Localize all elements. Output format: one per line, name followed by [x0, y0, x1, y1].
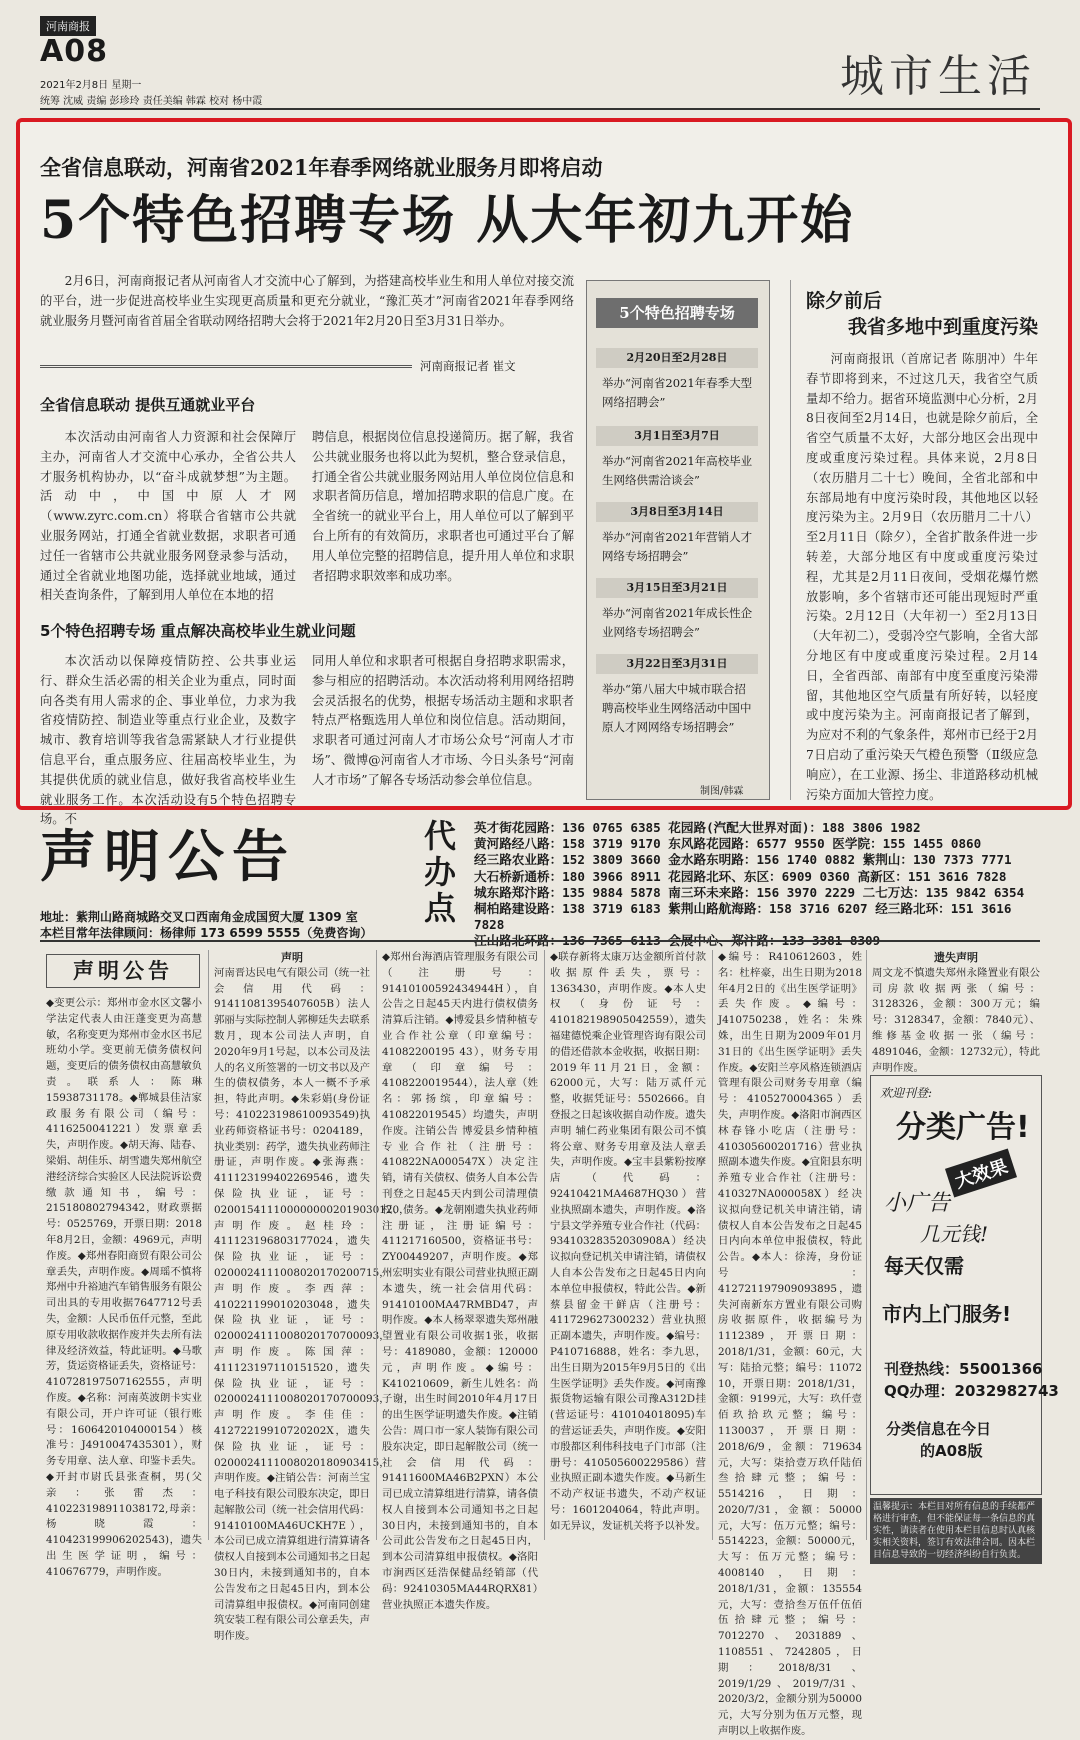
- notice-column-3: ◆郑州台海酒店管理服务有限公司（注册号：91410100592434944H），自公告之日起45天内进行债权债务清算后注销。◆博爱县乡情种植专业合作社公章（印章编号：41082200195 43），财务专用章（印章编号：4108220019544），法人章（姓名：郭扬缤，印章编号：410822019545）均遗失，声明作废。注销公告 博爱县乡情种植专业合作社（注册号：410822NA000547X）决定注销，请有关债权、债务人自本公告刊登之日起45天内到公司清理债权、债务。◆龙朝刚遗失执业药师注册证，注册证编号：411217160500，资格证书号：ZY00449207，声明作废。◆郑州宏明实业有限公司营业执照正副本遗失，统一社会信用代码：91410100MA47RMBD47，声明作废。◆本人杨翠翠遗失郑州融望置业有限公司收据1张，收据号：4189080，金额：120000元，声明作废。◆编号：K410210609，新生儿姓名：尚子谢，出生时间2010年4月17日的出生医学证明遗失作废。◆注销公告：周口市一家人装饰有限公司股东决定，即日起解散公司（统一社会信用代码：91411600MA46B2PXN）本公司已成立清算组进行清算，请各债权人自接到本公司通知书之日起30日内，未接到通知书的，自本公司此公告发布之日起45日内，到本公司清算组申报债权。◆洛阳市涧西区廷浩保健品经销部（代码：92410305MA44RQRX81）营业执照正本遗失作废。: [382, 951, 538, 1611]
- graphic-credit: 制图/韩霖: [700, 786, 744, 797]
- notice-banner-title: 声明公告: [40, 825, 296, 890]
- agency-row: 江山路北环路：136 7365 6113 会展中心、郑汴路：133 3381 8309: [474, 933, 881, 949]
- notice-column-5: ◆编号：R410612603，姓名：杜梓豪，出生日期为2018年4月2日的《出生医学证明》丢失作废。◆编号：J410750238，姓名：朱殊姝，出生日期为2009年01月31日的《出生医学证明》丢失作废。◆安阳兰亭风格连锁酒店管理有限公司财务专用章（编号：4105270004365）丢失，声明作废。◆洛阳市涧西区林春锋小吃店（注册号：410305600201716）营业执照副本遗失作废。◆宜阳县东明养殖专业合作社（注册号：410327NA000058X）经决议拟向登记机关申请注销，请债权人自本公告发布之日起45日内向本单位申报债权，特此公告。◆本人：徐涛，身份证号：412721197909093895，遗失河南新东方置业有限公司购房收据原件，收据编号为1112389，开票日期：2018/1/31，金额：60元，大写：陆拾元整；编号：11072 10，开票日期：2018/1/31，金额：9199元，大写：玖仟壹佰玖拾玖元整；编号：1130037，开票日期：2018/6/9，金额：719634元，大写：柒拾壹万玖仟陆佰叁拾肆元整；编号：5514216，日期：2020/7/31，金额：50000元，大写：伍万元整；编号：5514223，金额：50000元，大写：伍万元整；编号：4008140，日期：2018/1/31，金额：135554元，大写：壹拾叁万伍仟伍佰伍拾肆元整；编号：7012270、2031889、1108551、7242805，日期：2018/8/31、2019/1/29、2019/7/31、2020/3/2，金额分别为50000元，大写分别为伍万元整，现声明以上收据作废。: [718, 951, 862, 1738]
- classified-welcome: 欢迎刊登:: [880, 1086, 933, 1100]
- agency-label: 代办点: [424, 817, 457, 927]
- classified-small-ad: 小广告: [884, 1191, 951, 1216]
- session-description: 举办“河南省2021年营销人才网络专场招聘会”: [602, 530, 753, 563]
- section1-heading: 全省信息联动 提供互通就业平台: [40, 396, 256, 414]
- issue-date: 2021年2月8日 星期一: [40, 80, 142, 91]
- session-date-range: 3月8日至3月14日: [596, 502, 758, 522]
- column-divider: [208, 950, 209, 1540]
- notice-column-6: [872, 950, 1040, 1074]
- agency-row: 经三路农业路：152 3809 3660 金水路东明路：156 1740 0882 紫荆山：130 7373 7771: [474, 852, 1012, 868]
- session-date-range: 3月1日至3月7日: [596, 426, 758, 446]
- agency-row: 城东路郑汴路：135 9884 5878 南三环未来路：156 3970 2229 二七万达：135 9842 6354: [474, 884, 1025, 900]
- big-effect-badge: 大效果: [945, 1149, 1017, 1198]
- section1-column2: 聘信息，根据岗位信息投递简历。据了解，我省公共就业服务也将以此为契机，整合登录信息，打通全省公共就业服务网站用人单位岗位信息和求职者简历信息，增加招聘求职的信息广度。在全省统一的就业平台上，用人单位可以了解到平台上所有的有效简历，求职者也可通过平台了解用人单位完整的招聘信息，提升用人单位和求职者招聘求职效率和成功率。: [312, 430, 574, 583]
- column-divider: [376, 950, 377, 1540]
- session-date-range: 3月22日至3月31日: [596, 654, 758, 674]
- classified-info-line1: 分类信息在今日: [886, 1420, 992, 1438]
- pollution-article-body: 河南商报讯（首席记者 陈朋冲）牛年春节即将到来，不过这几天，我省空气质量却不给力。据省环境监测中心分析，2月8日夜间至2月14日，也就是除夕前后，全省空气质量不太好，大部分地区会出现中度或重度污染过程。具体来说，2月8日（农历腊月二十七）晚间，全省北部和中东部局地有中度污染时段，其他地区以轻度污染为主。2月9日（农历腊月二十八）至2月11日（除夕），全省扩散条件进一步转差，大部分地区有中度或重度污染过程，尤其是2月11日夜间，受烟花爆竹燃放影响，多个省辖市还可能出现短时严重污染。2月12日（大年初一）至2月13日（大年初二），受弱冷空气影响，全省大部分地区有中度或重度污染过程。2月14日，全省西部、南部有中度至重度污染滞留，其他地区空气质量有所好转，以轻度或中度污染为主。河南商报记者了解到，为应对不利的气象条件，郑州市已经于2月7日启动了重污染天气橙色预警（Ⅱ级应急响应），在工业源、扬尘、非道路移动机械污染方面加大管控力度。: [806, 352, 1038, 802]
- classified-title: 分类广告!: [896, 1110, 1030, 1145]
- agency-row: 黄河路经八路：158 3719 9170 东风路花园路：6577 9550 医学院：155 1455 0860: [474, 836, 982, 852]
- column-divider: [790, 280, 791, 800]
- article-kicker: 全省信息联动，河南省2021年春季网络就业服务月即将启动: [40, 155, 603, 180]
- classified-disclaimer: 温馨提示：本栏目对所有信息的手续都严格进行审查，但不能保证每一条信息的真实性，请读者在使用本栏目信息时认真核实相关资料，签订有效法律合同。因本栏目信息导致的一切经济纠纷自行负责。: [870, 1498, 1042, 1564]
- notice-text: 河南晋达民电气有限公司（统一社会信用代码：91411081395407605B）法人郭丽与实际控制人郭柳廷失去联系数月，现本公司法人声明，自2020年9月1号起，以本公司及法人的名义所签署的一切文书以及产生的债权债务，本人一概不予承担，特此声明。◆朱彩娟(身份证号：410223198610093549)执业药师资格证书号：0204189，执业类别：药学，遗失执业药师注册证，声明作废。◆张海燕：411123199402269546，遗失保险执业证，证号：0200154111000000002019030120，声明作废。赵桂玲：411123196803177024，遗失保险执业证，证号：0200024111008020170200715，声明作废。李西萍：410221199010203048，遗失保险执业证，证号：0200024111008020170700093，声明作废。陈国萍：411123197110151520，遗失保险执业证，证号：0200024111008020170700093，声明作废。李佳佳：41272219910720202X，遗失保险执业证，证号：0200024111008020180903415，声明作废。◆注销公告：河南兰宝电子科技有限公司股东决定，即日起解散公司（统一社会信用代码：91410100MA46UCKH7E），本公司已成立清算组进行清算请各债权人自接到本公司通知书之日起30日内，未接到通知书的，自本公告发布之日起45日内，到本公司清算组申报债权。◆河南同创建筑安装工程有限公司公章丢失，声明作废。: [214, 966, 410, 1643]
- article-headline: 5个特色招聘专场 从大年初九开始: [40, 190, 855, 251]
- agency-row: 英才街花园路：136 0765 6385 花园路(汽配大世界对面)：188 3806 1982: [474, 820, 921, 835]
- agency-list: [474, 820, 1040, 950]
- article-byline: 河南商报记者 崔文: [420, 359, 516, 373]
- session-description: 举办“第八届大中城市联合招聘高校毕业生网络活动中国中原人才网网络专场招聘会”: [602, 682, 752, 734]
- sidebar-title: 5个特色招聘专场: [596, 298, 758, 328]
- masthead-divider: [40, 108, 1040, 110]
- notice-column-1: ◆变更公示：郑州市金水区文馨小学法定代表人由汪蓬变更为高慧敏，名称变更为郑州市金水区书尼班幼小学。变更前无债务债权问题，变更后的债务债权由高慧敏负责。联系人：陈琳 15938731178。◆郸城县佳洁家政服务有限公司（编号：4116250041221）发票章丢失，声明作废。◆胡天海、陆春、梁娟、胡佳乐、胡雪遗失郑州航空港经济综合实验区人民法院诉讼费缴款通知书，编号：215180802794342，财政票据号：0525769，开票日期：2018年8月2日，金额：4969元，声明作废。◆郑州春阳商贸有限公司公章丢失，声明作废。◆周瑶不慎将郑州中升裕迪汽车销售服务有限公司出具的专用收据7647712号丢失，金额：人民币伍仟元整，至此原专用收款收据作废并失去所有法律及经济效益，特此证明。◆马歌芳，货运资格证丢失，资格证号：410728197507162555，声明作废。◆名称：河南英波朗卡实业有限公司，开户许可证（银行账号：1606420104000154）核准号：J4910047435301），财务专用章、法人章、印鉴卡丢失。◆开封市尉氏县张查桐，男(父亲：张雷杰：410223198911038172,母亲：杨晓霞：410423199906202543)，遗失出生医学证明，编号：410676779，声明作废。: [46, 997, 202, 1578]
- section2-column1: 本次活动以保障疫情防控、公共事业运行、群众生活必需的相关企业为重点，同时面向各类有用人需求的企、事业单位，力求为我省疫情防控、制造业等重点行业企业，及数字城市、教育培训等我省急需紧缺人才行业提供信息平台，重点服务应、往届高校毕业生，为其提供优质的就业信息，做好我省高校毕业生就业服务工作。本次活动设有5个特色招聘专场。不: [40, 654, 296, 827]
- legal-counsel-line: 本栏目常年法律顾问：杨律师 173 6599 5555（免费咨询）: [40, 926, 373, 940]
- section2-column2: 同用人单位和求职者可根据自身招聘求职需求，参与相应的招聘活动。本次活动将利用网络招聘会灵活报名的优势，根据专场活动主题和求职者特点严格甄选用人单位和岗位信息。活动期间，求职者可通过河南人才市场公众号“河南人才市场”、微博@河南省人才市场、今日头条号“河南人才市场”了解各专场活动参会单位信息。: [312, 654, 574, 787]
- article-lead: 2月6日，河南商报记者从河南省人才交流中心了解到，为搭建高校毕业生和用人单位对接交流的平台，进一步促进高校毕业生实现更高质量和更充分就业，“豫汇英才”河南省2021年春季网络就业服务月暨河南省首届全省联动网络招聘大会将于2021年2月20日至3月31日举办。: [40, 274, 574, 328]
- agency-row: 桐柏路建设路：138 3719 6183 紫荆山路航海路：158 3716 6207 经三路北环：151 3616 7828: [474, 901, 1012, 933]
- session-description: 举办“河南省2021年春季大型网络招聘会”: [602, 376, 753, 409]
- classified-hotline: 刊登热线：55001366: [884, 1360, 1043, 1378]
- section2-heading: 5个特色招聘专场 重点解决高校毕业生就业问题: [40, 622, 356, 640]
- section-title: 城市生活: [840, 51, 1036, 102]
- notice-heading: 遗失声明: [934, 951, 978, 964]
- column-divider: [712, 950, 713, 1540]
- classified-qq: QQ办理：2032982743: [884, 1382, 1059, 1400]
- notice-column-2: [214, 950, 410, 1643]
- ad-office-address: 地址：紫荆山路商城路交叉口西南角金成国贸大厦 1309 室: [40, 910, 358, 924]
- notice-heading: 声明: [281, 951, 303, 964]
- classified-price: 几元钱!: [920, 1222, 989, 1246]
- session-description: 举办“河南省2021年成长性企业网络专场招聘会”: [602, 606, 753, 639]
- session-date-range: 2月20日至2月28日: [596, 348, 758, 368]
- pollution-headline-line2: 我省多地中到重度污染: [847, 316, 1038, 338]
- classified-info-line2: 的A08版: [920, 1442, 983, 1460]
- section1-column1: 本次活动由河南省人力资源和社会保障厅主办，河南省人才交流中心承办，全省公共人才服务机构协办，以“奋斗成就梦想”为主题。活动中，中国中原人才网（www.zyrc.com.cn）将联合省辖市公共就业服务网站，打通全省就业数据，求职者可通过任一省辖市公共就业服务网登录参与活动，通过全省就业地图功能，选择就业地域，通过相关查询条件，了解到用人单位在本地的招: [40, 430, 296, 603]
- pollution-headline-line1: 除夕前后: [806, 290, 883, 312]
- column-divider: [544, 950, 545, 1540]
- agency-row: 大石桥新通桥：180 3966 8911 花园路北环、东区：6909 0360 高新区：151 3616 7828: [474, 868, 1007, 884]
- masthead: [40, 12, 1040, 106]
- notice-text: 周文龙不慎遗失郑州永隆置业有限公司房款收据两张（编号：3128326，金额：300万元；编号：3128347，金额：7840元）、维修基金收据一张（编号：4891046，金额：12732元），特此声明作废。: [872, 966, 1040, 1074]
- page-number: A08: [40, 34, 108, 69]
- session-description: 举办“河南省2021年高校毕业生网络供需洽谈会”: [602, 454, 753, 487]
- session-date-range: 3月15日至3月21日: [596, 578, 758, 598]
- classified-daily: 每天仅需: [884, 1254, 964, 1278]
- ad-divider: [40, 940, 1040, 942]
- newspaper-logo: 河南商报: [40, 16, 96, 36]
- byline-rule: [40, 365, 412, 368]
- notices-header: 声明公告: [46, 954, 200, 988]
- classified-service: 市内上门服务!: [882, 1302, 1012, 1326]
- editorial-staff: 统筹 沈威 责编 彭珍玲 责任美编 韩霖 校对 杨中霞: [40, 96, 263, 107]
- column-divider: [866, 950, 867, 1540]
- notice-column-4: ◆联存新将太康万达金额所首付款收据原件丢失，票号：1363430，声明作废。◆本人史权（身份证号：410182198905042559），遗失福建德悦乘企业管理咨询有限公司的借还借款本金收据，收据日期：2019年11月21日，金额：62000元，大写：陆万贰仟元整，收据凭证号：5502666。自登报之日起该收据自动作废。遗失声明 辅仁药业集团有限公司不慎将公章、财务专用章及法人章丢失，声明作废。◆宝丰县紫粉按摩店（代码：92410421MA4687HQ30）营业执照副本遗失，声明作废。◆洛宁县文学养殖专业合作社（代码：93410328352030908A）经决议拟向登记机关申请注销，请债权人自本公告发布之日起45日内向本单位申报债权，特此公告。◆新蔡县留金干鲜店（注册号：411729627300232）营业执照正副本遗失，声明作废。◆编号：P410716888，姓名：李九思，出生日期为2015年9月5日的《出生医学证明》丢失作废。◆河南豫振货物运输有限公司豫A312D挂(营运证号：410104018095)车的营运证丢失，声明作废。◆安阳市殷都区利伟科技电子门市部（注册号：410505600229586）营业执照正副本遗失作废。◆马新生不动产权证书遗失，不动产权证号：1601204064，特此声明。如无异议，发证机关将予以补发。: [550, 951, 706, 1532]
